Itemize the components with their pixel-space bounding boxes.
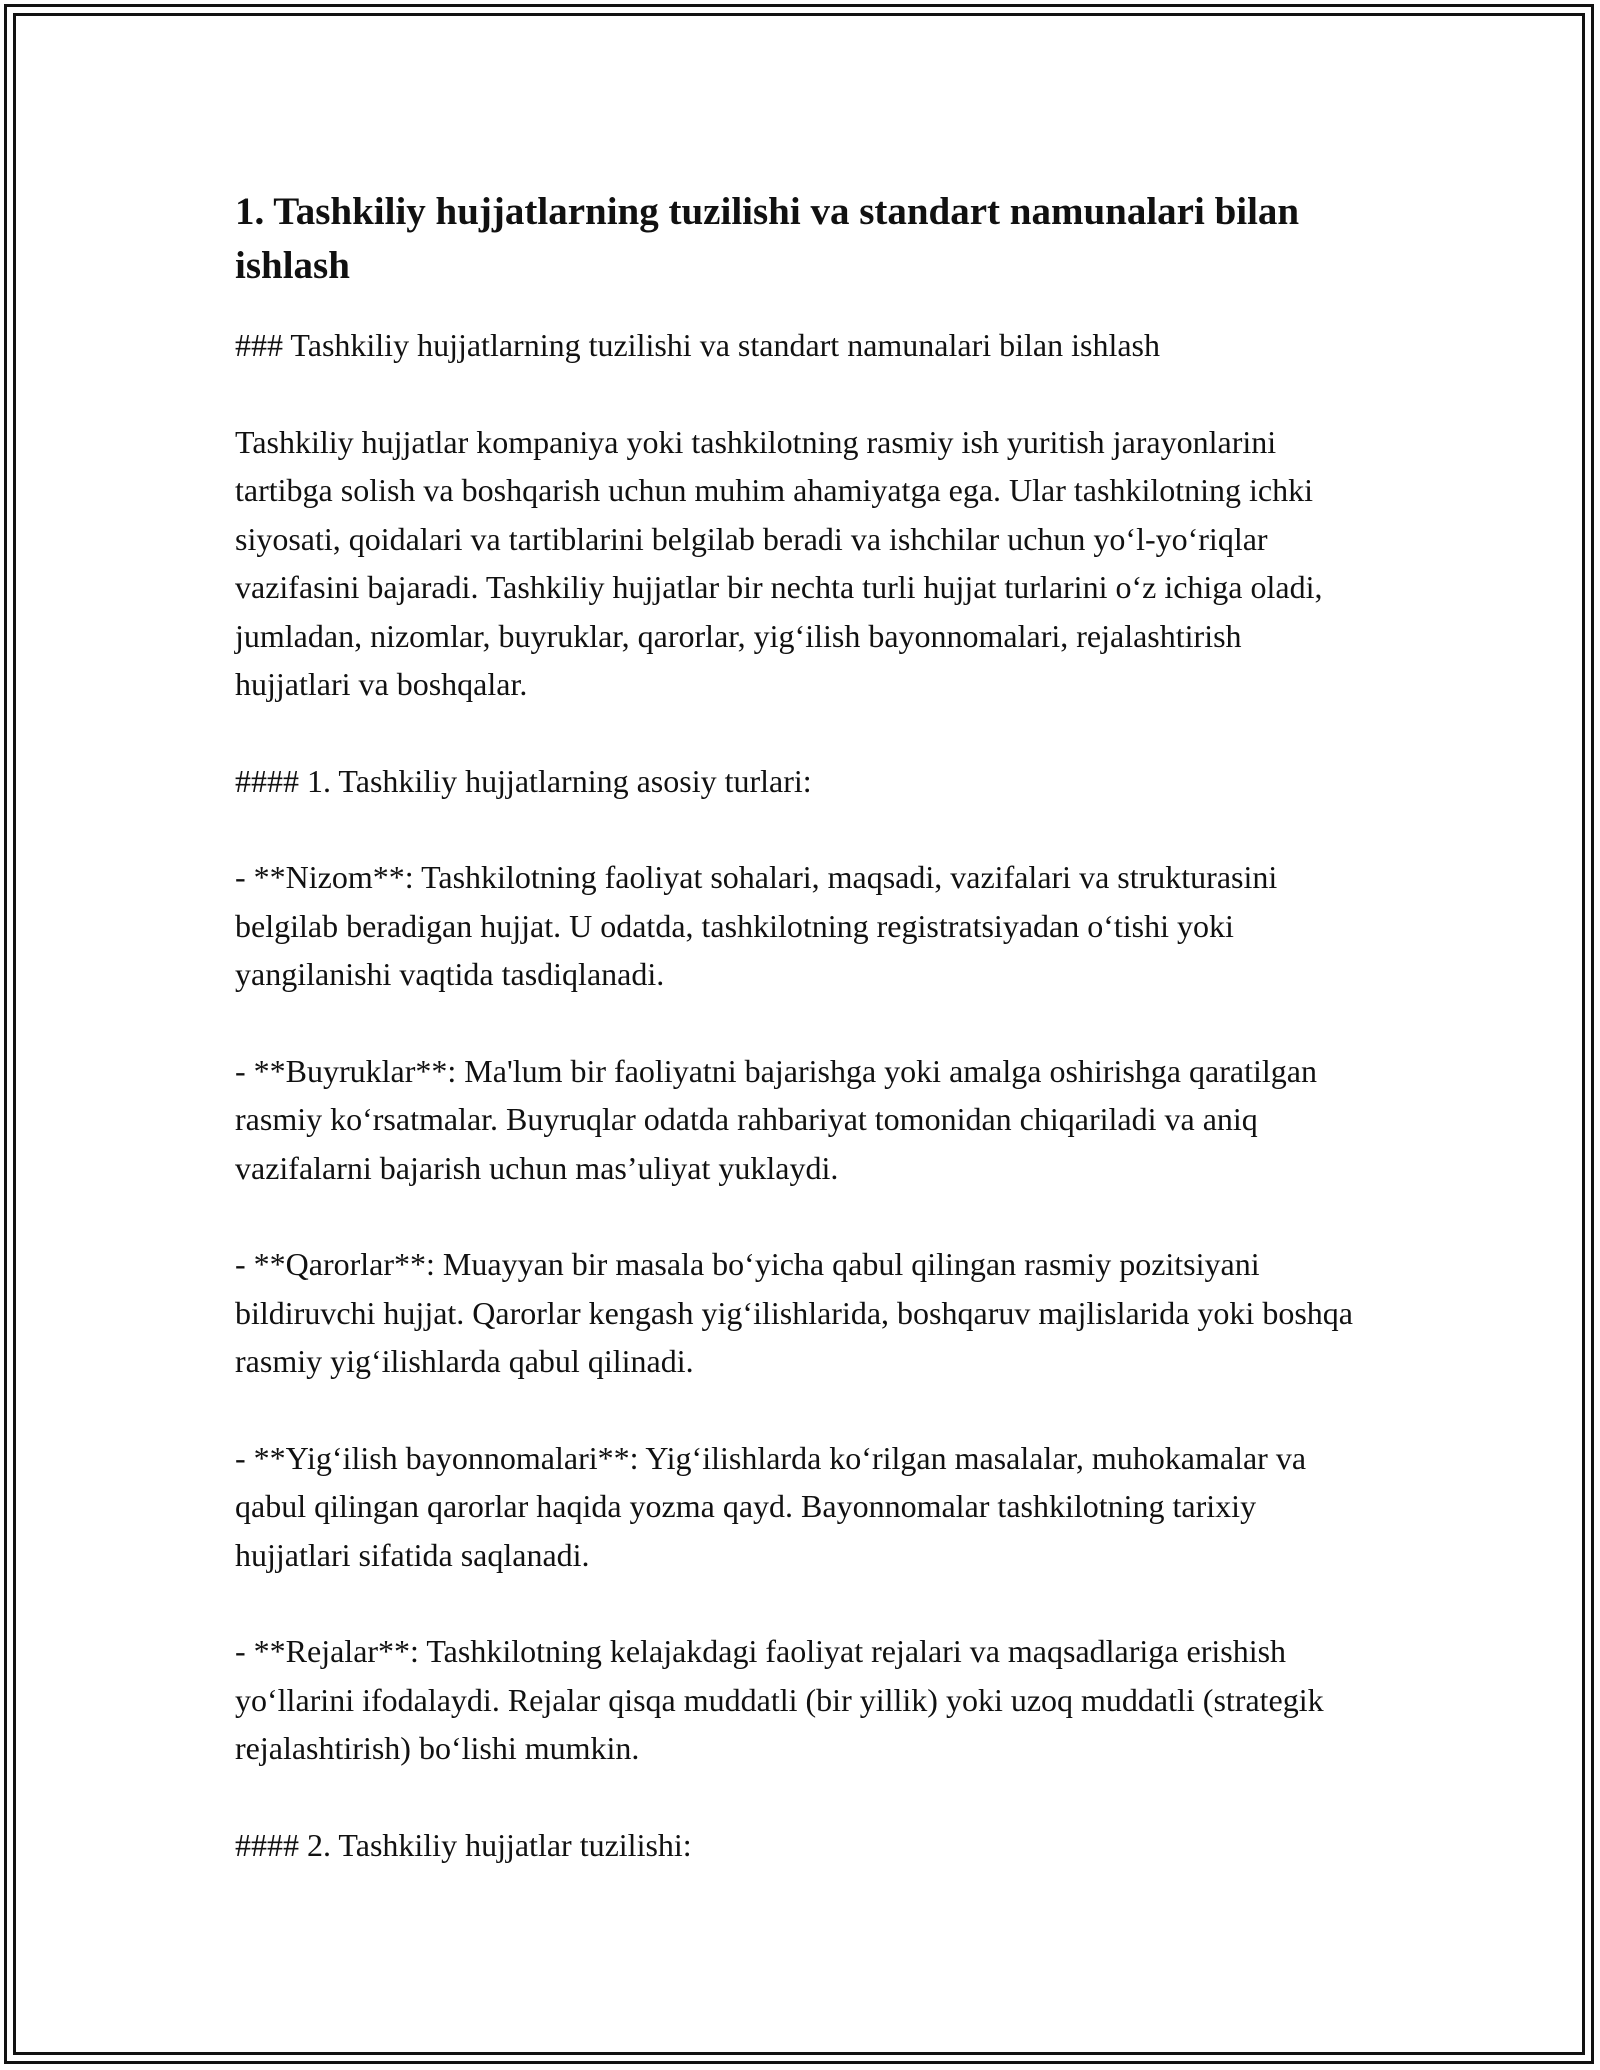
section-2-heading: #### 2. Tashkiliy hujjatlar tuzilishi: [235,1826,692,1863]
section-1-heading: #### 1. Tashkiliy hujjatlarning asosiy turlari: [235,762,812,799]
document-body [235,185,1365,1917]
list-item-qarorlar: - **Qarorlar**: Muayyan bir masala bo‘yicha qabul qilingan rasmiy pozitsiyani bildiruvchi hujjat. Qarorlar kengash yig‘ilishlarida, boshqaruv majlislarida yoki boshqa rasmiy yig‘ilishlarda qabul qilinadi. [235,1246,1353,1379]
list-item-rejalar: - **Rejalar**: Tashkilotning kelajakdagi faoliyat rejalari va maqsadlariga erishish yo‘llarini ifodalaydi. Rejalar qisqa muddatli (bir yillik) yoki uzoq muddatli (strategik rejalashtirish) bo‘lishi mumkin. [235,1633,1324,1766]
intro-paragraph: Tashkiliy hujjatlar kompaniya yoki tashkilotning rasmiy ish yuritish jarayonlarini tartibga solish va boshqarish uchun muhim ahamiyatga ega. Ular tashkilotning ichki siyosati, qoidalari va tartiblarini belgilab beradi va ishchilar uchun yo‘l-yo‘riqlar vazifasini bajaradi. Tashkiliy hujjatlar bir nechta turli hujjat turlarini o‘z ichiga oladi, jumladan, nizomlar, buyruklar, qarorlar, yig‘ilish bayonnomalari, rejalashtirish hujjatlari va boshqalar. [235,423,1323,702]
list-item-bayonnomalar: - **Yig‘ilish bayonnomalari**: Yig‘ilishlarda ko‘rilgan masalalar, muhokamalar va qabul qilingan qarorlar haqida yozma qayd. Bayonnomalar tashkilotning tarixiy hujjatlari sifatida saqlanadi. [235,1439,1307,1573]
subheading: ### Tashkiliy hujjatlarning tuzilishi va standart namunalari bilan ishlash [235,327,1160,363]
list-item-buyruklar: - **Buyruklar**: Ma'lum bir faoliyatni bajarishga yoki amalga oshirishga qaratilgan rasmiy ko‘rsatmalar. Buyruqlar odatda rahbariyat tomonidan chiqariladi va aniq vazifalarni bajarish uchun mas’uliyat yuklaydi. [235,1052,1317,1186]
list-item-nizom: - **Nizom**: Tashkilotning faoliyat sohalari, maqsadi, vazifalari va strukturasini belgilab beradigan hujjat. U odatda, tashkilotning registratsiyadan o‘tishi yoki yangilanishi vaqtida tasdiqlanadi. [235,859,1278,992]
document-title: 1. Tashkiliy hujjatlarning tuzilishi va standart namunalari bilan ishlash [235,190,1300,287]
